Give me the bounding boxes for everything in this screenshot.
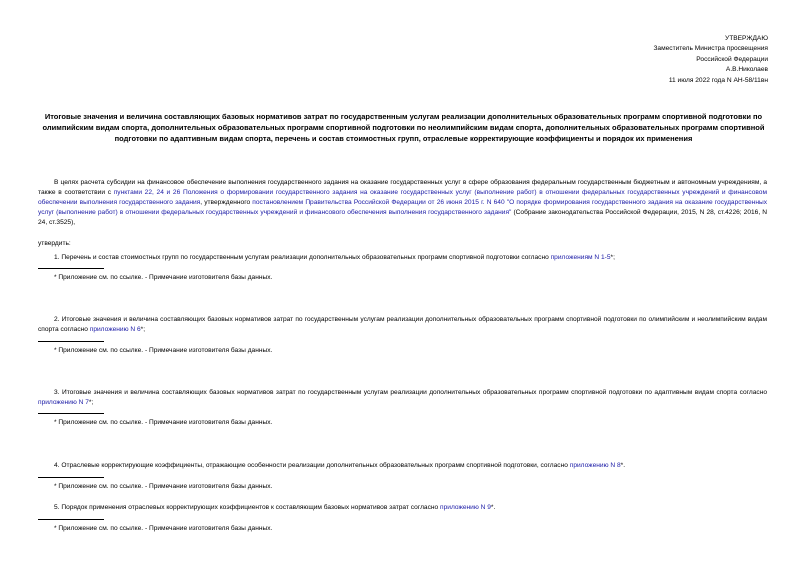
footnote-divider — [38, 341, 104, 342]
approval-date: 11 июля 2022 года N АН-58/11вн — [668, 76, 768, 84]
item-tail: *. — [620, 462, 626, 469]
appendix-link[interactable]: приложениям N 1-5 — [550, 254, 611, 261]
item-tail: *; — [140, 326, 146, 333]
appendix-link[interactable]: приложению N 8 — [569, 462, 621, 469]
footnote-divider — [38, 519, 104, 520]
footnote-divider — [38, 413, 104, 414]
appendix-link[interactable]: приложению N 7 — [38, 399, 89, 406]
approval-position: Заместитель Министра просвещения — [653, 45, 768, 53]
list-item — [38, 503, 767, 513]
footnote-divider — [38, 268, 104, 269]
list-item — [38, 388, 767, 408]
item-text: 4. Отраслевые корректирующие коэффициенты, отражающие особенности реализации дополнительных образовательных программ спортивной подготовки, согласно — [54, 462, 570, 469]
appendix-link[interactable]: приложению N 6 — [89, 326, 141, 333]
footnote-divider — [38, 477, 104, 478]
link-resolution[interactable]: постановлением Правительства Российской Федерации от 26 июня 2015 г. N 640 "О порядке формирования государственного задания на оказание государственных услуг (выполнение работ) в отношении федеральных государственных учреждений и финансового обеспечения выполнения государственного задания" — [38, 199, 767, 216]
item-text: 3. Итоговые значения и величина составляющих базовых нормативов затрат по государственным услугам реализации дополнительных образовательных программ спортивной подготовки по адаптивным видам спорта согласно — [54, 389, 767, 396]
footnote: * Приложение см. по ссылке. - Примечание изготовителя базы данных. — [54, 419, 273, 426]
list-item — [38, 315, 767, 335]
item-text: 2. Итоговые значения и величина составляющих базовых нормативов затрат по государственным услугам реализации дополнительных образовательных программ спортивной подготовки по олимпийским и неолимпийским видам спорта согласно — [38, 316, 767, 333]
item-text: 1. Перечень и состав стоимостных групп по государственным услугам реализации дополнительных образовательных программ спортивной подготовки согласно — [54, 254, 551, 261]
footnote: * Приложение см. по ссылке. - Примечание изготовителя базы данных. — [54, 525, 273, 532]
footnote: * Приложение см. по ссылке. - Примечание изготовителя базы данных. — [54, 483, 273, 490]
approval-block — [653, 34, 768, 86]
document-title: Итоговые значения и величина составляющих базовых нормативов затрат по государственным услугам реализации дополнительных образовательных программ спортивной подготовки по олимпийским видам спорта, дополнительных образовательных программ спортивной подготовки по неолимпийским видам спорта, дополнительных образовательных программ спортивной подготовки по адаптивным видам спорта, перечень и состав стоимостных групп, отраслевые корректирующие коэффициенты и порядок их применения — [42, 112, 765, 143]
footnote: * Приложение см. по ссылке. - Примечание изготовителя базы данных. — [54, 274, 273, 281]
link-clauses[interactable]: пунктами 22, 24 и 26 — [113, 189, 181, 196]
approval-country: Российской Федерации — [696, 55, 768, 63]
preamble-text: (Собрание законодательства Российской Федерации, 2015, N 28, ст.4226; 2016, N 24, ст.3525), — [38, 209, 767, 226]
list-item — [38, 253, 767, 263]
item-tail: *. — [490, 504, 496, 511]
preamble-paragraph — [38, 178, 767, 228]
link-regulation[interactable]: Положения о формировании государственного задания на оказание государственных услуг (выполнение работ) в отношении федеральных государственных учреждений и финансовом обеспечении выполнения государственного задания — [38, 189, 767, 206]
footnote: * Приложение см. по ссылке. - Примечание изготовителя базы данных. — [54, 347, 273, 354]
item-text: 5. Порядок применения отраслевых корректирующих коэффициентов к составляющим базовых нормативов затрат согласно — [54, 504, 441, 511]
preamble-text: , утвержденного — [200, 199, 253, 206]
list-item — [38, 461, 767, 471]
approval-heading: УТВЕРЖДАЮ — [725, 35, 768, 42]
item-tail: *; — [610, 254, 615, 261]
appendix-link[interactable]: приложению N 9 — [440, 504, 491, 511]
item-tail: *; — [88, 399, 94, 406]
approval-signatory: А.В.Николаев — [725, 66, 768, 74]
preamble-text: В целях расчета субсидии на финансовое обеспечение выполнения государственного задания на оказание государственных услуг в сфере образования федеральным государственным бюджетным и автономным учреждениям, а также в соответствии с — [38, 179, 767, 196]
approve-label: утвердить: — [38, 240, 71, 247]
